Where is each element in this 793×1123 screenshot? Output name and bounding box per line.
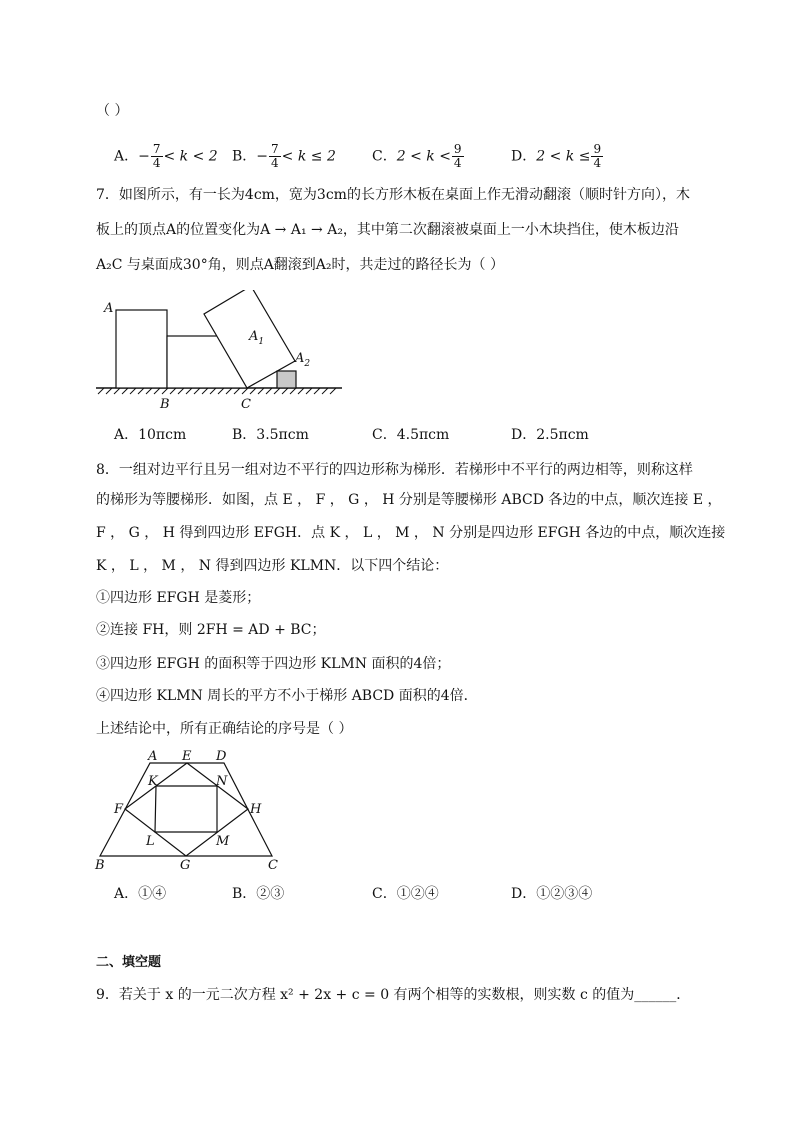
board-upright bbox=[116, 310, 167, 388]
q8-conclusion-3: ③四边形 EFGH 的面积等于四边形 KLMN 面积的4倍； bbox=[96, 656, 451, 672]
label-l: L bbox=[146, 834, 155, 849]
q8-option-b[interactable]: B．②③ bbox=[232, 886, 285, 902]
q8-conclusion-2: ②连接 FH，则 2FH = AD + BC； bbox=[96, 622, 326, 638]
q8-stem-line4: K ， L ， M ， N 得到四边形 KLMN．以下四个结论： bbox=[96, 558, 449, 574]
q7-figure bbox=[90, 290, 350, 415]
label-a: A bbox=[148, 749, 158, 764]
label-f: F bbox=[114, 802, 124, 817]
q7-option-c[interactable]: C．4.5πcm bbox=[372, 427, 450, 443]
q8-option-d[interactable]: D．①②③④ bbox=[511, 886, 593, 902]
label-a1: $A_1$ bbox=[249, 329, 265, 347]
q8-stem-line1: 8．一组对边平行且另一组对边不平行的四边形称为梯形．若梯形中不平行的两边相等，则称这样 bbox=[96, 462, 693, 478]
label-e: E bbox=[182, 749, 192, 764]
small-block bbox=[277, 371, 296, 388]
rhombus-efgh bbox=[125, 763, 248, 856]
q7-option-a[interactable]: A．10πcm bbox=[114, 427, 187, 443]
section-title: 二、填空题 bbox=[96, 955, 162, 970]
label-g: G bbox=[180, 858, 191, 873]
label-d: D bbox=[216, 749, 227, 764]
q7-stem-line3: A₂C 与桌面成30°角，则点A翻滚到A₂时，共走过的路径长为（ ） bbox=[96, 257, 504, 273]
q8-ask: 上述结论中，所有正确结论的序号是（ ） bbox=[96, 721, 353, 737]
q7-stem-line1: 7．如图所示，有一长为4cm，宽为3cm的长方形木板在桌面上作无滑动翻滚（顺时针方向），木 bbox=[96, 187, 690, 203]
q6-option-d[interactable]: D．2 < k ≤ $\frac{9}{4}$ bbox=[511, 142, 602, 170]
label-a: A bbox=[104, 301, 114, 316]
label-m: M bbox=[216, 834, 230, 849]
q6-option-c[interactable]: C．2 < k < $\frac{9}{4}$ bbox=[372, 142, 462, 170]
q8-conclusion-4: ④四边形 KLMN 周长的平方不小于梯形 ABCD 面积的4倍． bbox=[96, 688, 478, 704]
q8-option-a[interactable]: A．①④ bbox=[114, 886, 167, 902]
label-c: C bbox=[241, 397, 251, 412]
q9-stem: 9．若关于 x 的一元二次方程 x² + 2x + c = 0 有两个相等的实数根，则实数 c 的值为______． bbox=[96, 987, 691, 1003]
q7-stem-line2: 板上的顶点A的位置变化为A → A₁ → A₂，其中第二次翻滚被桌面上一小木块挡住，使木板边沿 bbox=[96, 222, 679, 238]
quad-klmn bbox=[155, 786, 217, 832]
label-n: N bbox=[216, 774, 228, 789]
q6-option-a[interactable]: A．− $\frac{7}{4}$ < k < 2 bbox=[114, 142, 218, 170]
q8-conclusion-1: ①四边形 EFGH 是菱形； bbox=[96, 590, 261, 606]
label-b: B bbox=[160, 397, 170, 412]
q7-option-b[interactable]: B．3.5πcm bbox=[232, 427, 309, 443]
q8-figure bbox=[90, 748, 290, 873]
q8-stem-line3: F ， G ， H 得到四边形 EFGH．点 K ， L ， M ， N 分别是四边形 EFGH 各边的中点，顺次连接 bbox=[96, 525, 726, 541]
q7-option-d[interactable]: D．2.5πcm bbox=[511, 427, 589, 443]
label-c: C bbox=[268, 858, 278, 873]
q6-paren: （ ） bbox=[96, 103, 129, 119]
label-h: H bbox=[250, 802, 262, 817]
table-hatch bbox=[98, 388, 336, 394]
q8-option-c[interactable]: C．①②④ bbox=[372, 886, 439, 902]
q6-option-b[interactable]: B．− $\frac{7}{4}$ < k ≤ 2 bbox=[232, 142, 336, 170]
label-a2: $A_2$ bbox=[295, 351, 311, 369]
label-b: B bbox=[95, 858, 105, 873]
q8-stem-line2: 的梯形为等腰梯形．如图，点 E ， F ， G ， H 分别是等腰梯形 ABCD 各边的中点，顺次连接 E ， bbox=[96, 492, 722, 508]
label-k: K bbox=[148, 774, 158, 789]
